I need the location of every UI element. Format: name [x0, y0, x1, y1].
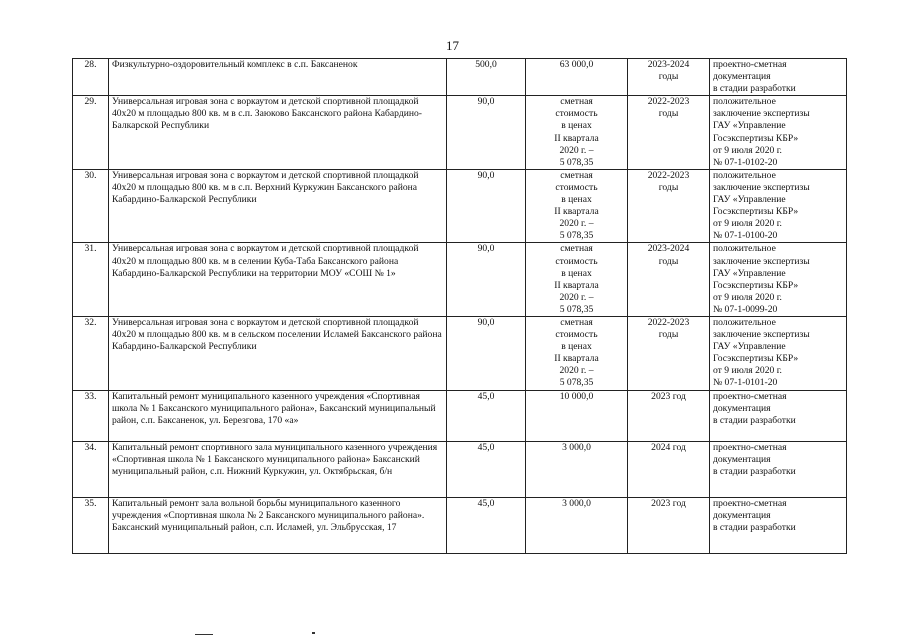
- cost-line: стоимость: [555, 255, 598, 267]
- cost-line: 3 000,0: [562, 441, 591, 453]
- period-line: 2023 год: [651, 497, 686, 509]
- cost-cell: [526, 59, 628, 96]
- row-number-cell: 32.: [73, 316, 109, 390]
- documentation-cell: [710, 441, 847, 497]
- documentation-cell: [710, 96, 847, 170]
- cost-line: стоимость: [555, 329, 598, 341]
- table-row: [73, 390, 847, 441]
- cost-line: сметная: [560, 316, 593, 328]
- period-line: 2023-2024: [647, 243, 690, 255]
- documentation-line: ГАУ «Управление: [713, 194, 786, 206]
- table-row: [73, 497, 847, 553]
- documentation-line: от 9 июля 2020 г.: [713, 144, 782, 156]
- documentation-line: положительное: [713, 243, 776, 255]
- period-cell: [628, 497, 710, 553]
- cost-line: 5 078,35: [559, 303, 594, 315]
- object-name-cell: Универсальная игровая зона с воркаутом и детской спортивной площадкой 40х20 м площадью 800 кв. м в с.п. Верхний Куркужин Баксанского района Кабардино-Балкарской Республики: [109, 169, 447, 243]
- cost-line: сметная: [560, 96, 593, 108]
- period-cell: [628, 96, 710, 170]
- table-row: [73, 59, 847, 96]
- cost-line: 2020 г. –: [559, 218, 594, 230]
- documentation-cell: [710, 243, 847, 317]
- documentation-line: ГАУ «Управление: [713, 267, 786, 279]
- documentation-line: в стадии разработки: [713, 414, 796, 426]
- capacity-cell: 500,0: [447, 59, 526, 96]
- row-number-cell: 30.: [73, 169, 109, 243]
- documentation-line: в стадии разработки: [713, 83, 796, 95]
- period-line: годы: [658, 329, 679, 341]
- cost-line: в ценах: [561, 267, 592, 279]
- cost-line: 10 000,0: [559, 390, 594, 402]
- table-row: [73, 441, 847, 497]
- documentation-line: заключение экспертизы: [713, 108, 810, 120]
- cost-line: стоимость: [555, 108, 598, 120]
- table-row: [73, 243, 847, 317]
- period-line: годы: [658, 181, 679, 193]
- documentation-line: ГАУ «Управление: [713, 341, 786, 353]
- documentation-line: № 07-1-0100-20: [713, 230, 778, 242]
- row-number-cell: 34.: [73, 441, 109, 497]
- documentation-line: от 9 июля 2020 г.: [713, 365, 782, 377]
- cost-line: II квартала: [554, 279, 599, 291]
- table-row: [73, 96, 847, 170]
- documentation-line: документация: [713, 509, 771, 521]
- cost-cell: [526, 316, 628, 390]
- table-row: [73, 316, 847, 390]
- period-line: 2022-2023: [647, 96, 690, 108]
- capacity-cell: 90,0: [447, 243, 526, 317]
- documentation-line: № 07-1-0099-20: [713, 303, 778, 315]
- cost-line: II квартала: [554, 353, 599, 365]
- documentation-line: Госэкспертизы КБР»: [713, 279, 799, 291]
- cost-line: II квартала: [554, 206, 599, 218]
- cost-line: 63 000,0: [559, 59, 594, 70]
- period-line: 2022-2023: [647, 316, 690, 328]
- period-cell: [628, 390, 710, 441]
- cost-cell: [526, 96, 628, 170]
- documentation-line: Госэкспертизы КБР»: [713, 353, 799, 365]
- documentation-line: Госэкспертизы КБР»: [713, 132, 799, 144]
- cost-line: 5 078,35: [559, 230, 594, 242]
- period-cell: [628, 169, 710, 243]
- documentation-cell: [710, 316, 847, 390]
- period-line: 2023-2024: [647, 59, 690, 70]
- object-name-cell: Капитальный ремонт зала вольной борьбы муниципального казенного учреждения «Спортивная школа № 2 Баксанского муниципального района». Баксанский муниципальный район, с.п. Исламей, ул. Эльбрусская, 17: [109, 497, 447, 553]
- cost-line: 2020 г. –: [559, 365, 594, 377]
- cost-line: в ценах: [561, 341, 592, 353]
- cost-cell: [526, 169, 628, 243]
- cost-line: 2020 г. –: [559, 144, 594, 156]
- cost-line: II квартала: [554, 132, 599, 144]
- documentation-line: положительное: [713, 96, 776, 108]
- documentation-line: документация: [713, 453, 771, 465]
- object-name-cell: Универсальная игровая зона с воркаутом и детской спортивной площадкой 40х20 м площадью 800 кв. м в селении Куба-Таба Баксанского района Кабардино-Балкарской Республики на территории МОУ «СОШ № 1»: [109, 243, 447, 317]
- period-line: годы: [658, 108, 679, 120]
- capacity-cell: 45,0: [447, 390, 526, 441]
- capacity-cell: 45,0: [447, 441, 526, 497]
- row-number-cell: 33.: [73, 390, 109, 441]
- documentation-cell: [710, 390, 847, 441]
- table-body: [73, 59, 847, 554]
- cost-line: в ценах: [561, 120, 592, 132]
- period-cell: [628, 243, 710, 317]
- cost-line: сметная: [560, 169, 593, 181]
- cost-line: стоимость: [555, 181, 598, 193]
- period-line: 2024 год: [651, 441, 686, 453]
- object-name-cell: Универсальная игровая зона с воркаутом и детской спортивной площадкой 40х20 м площадью 800 кв. м в сельском поселении Исламей Баксанского района Кабардино-Балкарской Республики: [109, 316, 447, 390]
- documentation-line: проектно-сметная: [713, 390, 787, 402]
- documentation-cell: [710, 497, 847, 553]
- period-line: 2022-2023: [647, 169, 690, 181]
- cost-cell: [526, 497, 628, 553]
- capacity-cell: 90,0: [447, 169, 526, 243]
- documentation-cell: [710, 169, 847, 243]
- cost-cell: [526, 390, 628, 441]
- documentation-line: документация: [713, 402, 771, 414]
- documentation-line: заключение экспертизы: [713, 181, 810, 193]
- documentation-line: № 07-1-0101-20: [713, 377, 778, 389]
- documentation-line: ГАУ «Управление: [713, 120, 786, 132]
- period-line: годы: [658, 255, 679, 267]
- documentation-line: документация: [713, 71, 771, 83]
- capacity-cell: 45,0: [447, 497, 526, 553]
- page-number: 17: [446, 38, 459, 53]
- row-number-cell: 28.: [73, 59, 109, 96]
- cost-cell: [526, 441, 628, 497]
- period-line: 2023 год: [651, 390, 686, 402]
- documentation-cell: [710, 59, 847, 96]
- documentation-line: в стадии разработки: [713, 465, 796, 477]
- documentation-line: заключение экспертизы: [713, 329, 810, 341]
- capacity-cell: 90,0: [447, 96, 526, 170]
- period-cell: [628, 59, 710, 96]
- period-cell: [628, 441, 710, 497]
- documentation-line: в стадии разработки: [713, 521, 796, 533]
- object-name-cell: Универсальная игровая зона с воркаутом и детской спортивной площадкой 40х20 м площадью 800 кв. м в с.п. Заюково Баксанского района Кабардино-Балкарской Республики: [109, 96, 447, 170]
- period-cell: [628, 316, 710, 390]
- footer-dot: [312, 632, 315, 634]
- documentation-line: проектно-сметная: [713, 59, 787, 70]
- documentation-line: от 9 июля 2020 г.: [713, 218, 782, 230]
- period-line: годы: [658, 71, 679, 83]
- cost-line: 2020 г. –: [559, 291, 594, 303]
- documentation-line: от 9 июля 2020 г.: [713, 291, 782, 303]
- cost-line: 5 078,35: [559, 377, 594, 389]
- cost-cell: [526, 243, 628, 317]
- object-name-cell: Физкультурно-оздоровительный комплекс в с.п. Баксаненок: [109, 59, 447, 96]
- capacity-cell: 90,0: [447, 316, 526, 390]
- documentation-line: проектно-сметная: [713, 497, 787, 509]
- cost-line: сметная: [560, 243, 593, 255]
- footer-dash: [195, 634, 213, 635]
- row-number-cell: 35.: [73, 497, 109, 553]
- row-number-cell: 29.: [73, 96, 109, 170]
- table-row: [73, 169, 847, 243]
- documentation-line: № 07-1-0102-20: [713, 156, 778, 168]
- cost-line: 3 000,0: [562, 497, 591, 509]
- object-name-cell: Капитальный ремонт спортивного зала муниципального казенного учреждения «Спортивная школа № 1 Баксанского муниципального района» Баксанский муниципальный район, с.п. Нижний Куркужин, ул. Октябрьская, б/н: [109, 441, 447, 497]
- row-number-cell: 31.: [73, 243, 109, 317]
- documentation-line: положительное: [713, 316, 776, 328]
- object-name-cell: Капитальный ремонт муниципального казенного учреждения «Спортивная школа № 1 Баксанского муниципального района», Баксанский муниципальный район, с.п. Баксаненок, ул. Березгова, 170 «а»: [109, 390, 447, 441]
- documentation-line: Госэкспертизы КБР»: [713, 206, 799, 218]
- documentation-line: проектно-сметная: [713, 441, 787, 453]
- cost-line: 5 078,35: [559, 156, 594, 168]
- documentation-line: положительное: [713, 169, 776, 181]
- documentation-line: заключение экспертизы: [713, 255, 810, 267]
- objects-table: [72, 58, 847, 554]
- cost-line: в ценах: [561, 194, 592, 206]
